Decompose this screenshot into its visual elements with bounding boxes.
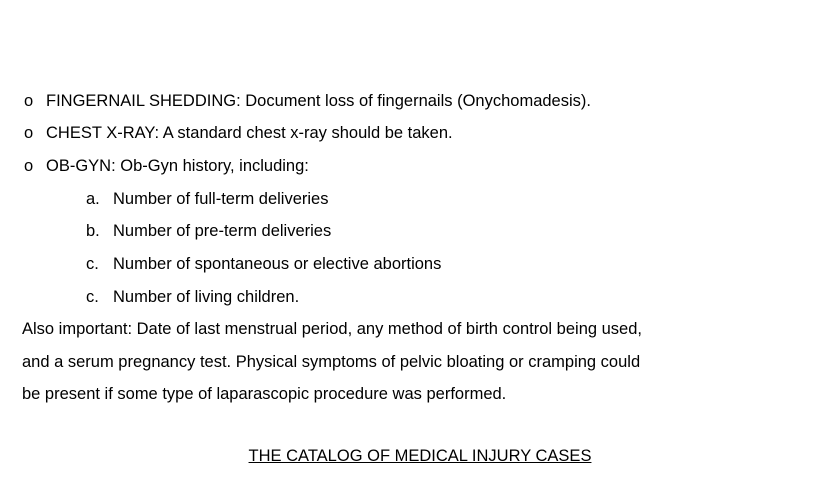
- bullet-marker: o: [24, 124, 34, 142]
- sub-item-marker: c.: [86, 255, 99, 273]
- bullet-text: CHEST X-RAY: A standard chest x-ray should be taken.: [46, 124, 453, 142]
- sub-item-marker: c.: [86, 288, 99, 306]
- bullet-ob-gyn: [24, 156, 309, 176]
- sub-item-abortions: [86, 254, 441, 274]
- bullet-text: OB-GYN: Ob-Gyn history, including:: [46, 157, 309, 175]
- bullet-marker: o: [24, 157, 34, 175]
- sub-item-text: Number of full-term deliveries: [113, 190, 329, 208]
- sub-item-text: Number of spontaneous or elective abortions: [113, 255, 442, 273]
- bullet-marker: o: [24, 92, 34, 110]
- footer-title: THE CATALOG OF MEDICAL INJURY CASES: [248, 447, 592, 465]
- sub-item-living-children: [86, 287, 299, 307]
- sub-item-text: Number of pre-term deliveries: [113, 222, 332, 240]
- sub-item-pre-term: [86, 221, 331, 241]
- sub-item-full-term: [86, 189, 328, 209]
- sub-item-marker: a.: [86, 190, 100, 208]
- paragraph-line: be present if some type of laparascopic procedure was performed.: [22, 385, 507, 403]
- bullet-fingernail-shedding: [24, 91, 591, 111]
- bullet-chest-xray: [24, 123, 453, 143]
- paragraph-line: Also important: Date of last menstrual period, any method of birth control being used,: [22, 320, 642, 338]
- bullet-text: FINGERNAIL SHEDDING: Document loss of fingernails (Onychomadesis).: [46, 92, 591, 110]
- sub-item-text: Number of living children.: [113, 288, 300, 306]
- paragraph-line: and a serum pregnancy test. Physical symptoms of pelvic bloating or cramping could: [22, 353, 641, 371]
- sub-item-marker: b.: [86, 222, 100, 240]
